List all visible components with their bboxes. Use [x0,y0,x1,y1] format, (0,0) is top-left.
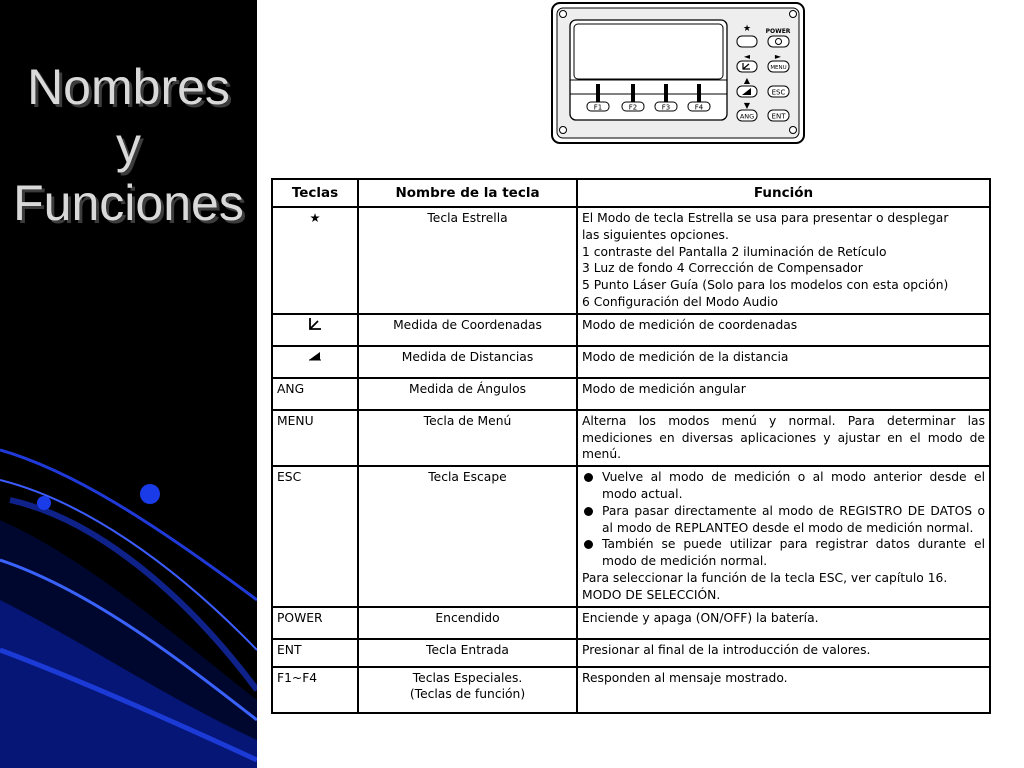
title-line-3: Funciones [13,175,244,231]
key-cell: ANG [272,378,358,410]
power-key[interactable] [766,28,791,47]
key-name-cell: Medida de Coordenadas [358,314,577,346]
f1-label: F1 [593,103,603,112]
function-note: Para seleccionar la función de la tecla ESC, ver capítulo 16. MODO DE SELECCIÓN. [582,570,948,602]
header-keys: Teclas [272,179,358,207]
key-cell: POWER [272,607,358,639]
key-name-cell: Medida de Distancias [358,346,577,378]
f4-label: F4 [694,103,704,112]
keyboard-diagram [551,2,805,144]
svg-text:►: ► [774,52,782,61]
key-name-cell: Tecla de Menú [358,410,577,466]
key-name-line: (Teclas de función) [409,687,526,702]
function-bullets [582,469,985,570]
key-name-cell: Encendido [358,607,577,639]
slide-title [0,58,257,232]
display-screen [574,24,723,79]
esc-key[interactable] [768,86,789,97]
function-line: 3 Luz de fondo 4 Corrección de Compensador [582,261,863,276]
key-name-cell: Tecla Escape [358,466,577,606]
table-row [272,667,990,713]
distance-icon [308,351,322,361]
key-cell [272,314,358,346]
function-line: las siguientes opciones. [582,227,729,242]
header-function: Función [577,179,990,207]
function-cell: Enciende y apaga (ON/OFF) la batería. [577,607,990,639]
key-cell: ESC [272,466,358,606]
header-key-name: Nombre de la tecla [358,179,577,207]
key-cell: F1~F4 [272,667,358,713]
key-name-cell: Tecla Entrada [358,639,577,667]
function-cell: Alterna los modos menú y normal. Para determinar las mediciones en diversas aplicaciones y ajustar en el modo de menú. [577,410,990,466]
star-icon: ★ [309,211,321,225]
title-line-1: Nombres [27,59,230,115]
ang-key-label: ANG [739,112,755,121]
table-row [272,207,990,314]
key-name-cell [358,667,577,713]
function-cell: Responden al mensaje mostrado. [577,667,990,713]
key-name-line: Teclas Especiales. [412,670,523,685]
table-row [272,466,990,606]
function-cell: Modo de medición de la distancia [577,346,990,378]
coordinate-icon [308,317,322,331]
table-row [272,410,990,466]
table-row [272,346,990,378]
menu-key-label: MENU [770,65,787,71]
function-cell: Modo de medición de coordenadas [577,314,990,346]
function-cell: Presionar al final de la introducción de valores. [577,639,990,667]
bullet-item: Vuelve al modo de medición o al modo anterior desde el modo actual. [582,469,985,503]
bullet-item: También se puede utilizar para registrar datos durante el modo de medición normal. [582,536,985,570]
key-cell [272,346,358,378]
f2-label: F2 [628,103,638,112]
svg-text:▼: ▼ [743,101,751,110]
key-name-cell: Medida de Ángulos [358,378,577,410]
table-header-row [272,179,990,207]
function-cell [577,466,990,606]
key-name-cell: Tecla Estrella [358,207,577,314]
star-key-label: ★ [742,24,752,34]
f3-label: F3 [661,103,671,112]
content-area [257,0,1024,768]
table-row [272,607,990,639]
title-line-2: y [116,117,141,173]
function-line: 5 Punto Láser Guía (Solo para los modelos con esta opción) [582,278,949,293]
table-row [272,378,990,410]
function-cell: Modo de medición angular [577,378,990,410]
function-line: 6 Configuración del Modo Audio [582,294,778,309]
svg-text:▲: ▲ [743,76,751,85]
bullet-item: Para pasar directamente al modo de REGISTRO DE DATOS o al modo de REPLANTEO desde el modo de medición normal. [582,503,985,537]
function-cell [577,207,990,314]
keys-table [271,178,991,714]
key-cell: ENT [272,639,358,667]
svg-text:◄: ◄ [743,52,751,61]
function-line: El Modo de tecla Estrella se usa para presentar o desplegar [582,211,949,225]
key-cell: MENU [272,410,358,466]
ent-key-label: ENT [771,112,786,121]
left-panel [0,0,257,768]
power-key-label: POWER [765,28,791,35]
function-line: 1 contraste del Pantalla 2 iluminación de Retículo [582,244,887,259]
table-row [272,639,990,667]
esc-key-label: ESC [771,88,786,97]
key-cell [272,207,358,314]
ent-key[interactable] [768,110,789,121]
table-row [272,314,990,346]
